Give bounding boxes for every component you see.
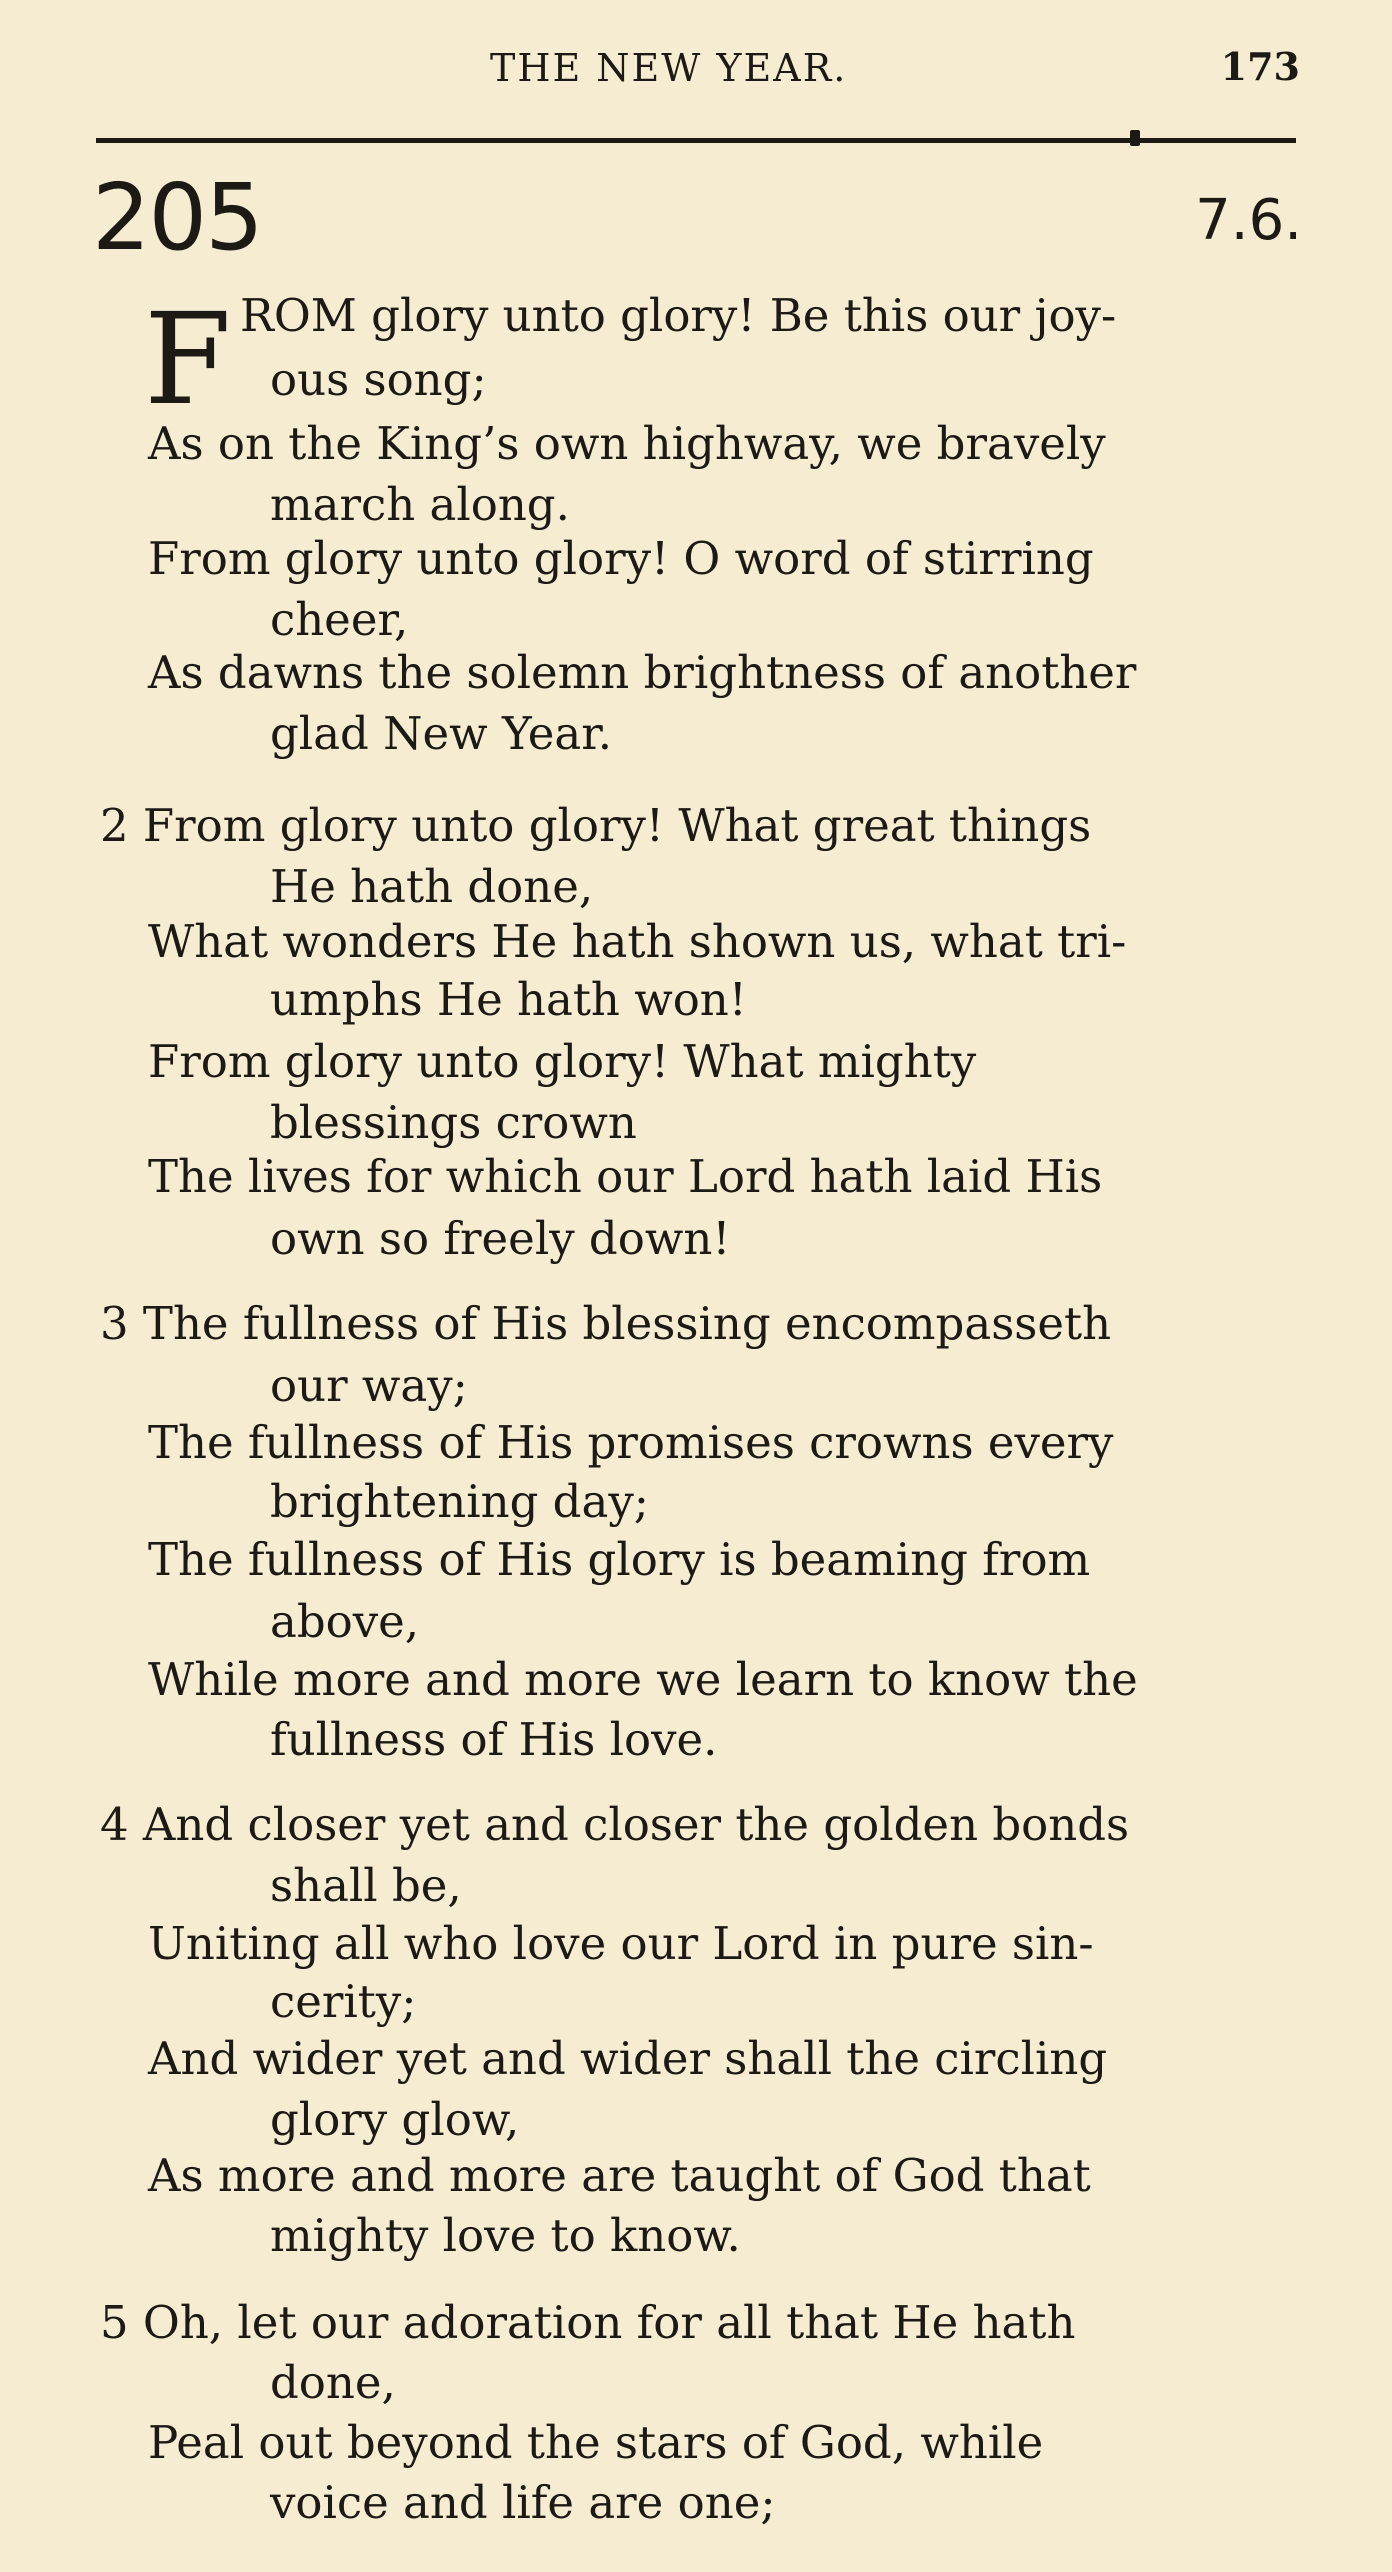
hymn-line: From glory unto glory! O word of stirring [148, 532, 1094, 585]
hymn-line: above, [270, 1595, 420, 1648]
hymn-line: And wider yet and wider shall the circling [148, 2032, 1108, 2085]
hymn-line: glory glow, [270, 2093, 520, 2146]
hymn-line: march along. [270, 478, 570, 531]
drop-cap: F [144, 286, 232, 433]
hymn-line: glad New Year. [270, 707, 613, 760]
hymn-line: The fullness of His promises crowns every [148, 1416, 1114, 1469]
hymn-line: Peal out beyond the stars of God, while [148, 2416, 1044, 2469]
hymn-line: 2 From glory unto glory! What great things [100, 799, 1092, 852]
hymn-line: As more and more are taught of God that [148, 2149, 1091, 2202]
running-head [0, 42, 1392, 102]
hymn-line: shall be, [270, 1859, 462, 1912]
hymn-line: cheer, [270, 593, 409, 646]
hymn-line: mighty love to know. [270, 2209, 741, 2262]
hymn-line: ous song; [270, 353, 487, 406]
header-rule-ornament [1130, 130, 1140, 146]
page-number: 173 [1220, 44, 1300, 89]
hymn-header [92, 164, 1302, 278]
hymn-line: 3 The fullness of His blessing encompasseth [100, 1297, 1112, 1350]
hymn-line: As dawns the solemn brightness of another [148, 646, 1137, 699]
hymn-line: own so freely down! [270, 1212, 731, 1265]
hymn-line: From glory unto glory! What mighty [148, 1035, 977, 1088]
hymn-line: What wonders He hath shown us, what tri- [148, 915, 1127, 968]
hymn-line: He hath done, [270, 860, 594, 913]
hymn-line: While more and more we learn to know the [148, 1653, 1138, 1706]
hymn-line: Uniting all who love our Lord in pure sin- [148, 1917, 1094, 1970]
hymn-line: umphs He hath won! [270, 973, 747, 1026]
hymn-line: our way; [270, 1359, 468, 1412]
hymn-line: fullness of His love. [270, 1713, 718, 1766]
hymn-number: 205 [92, 164, 262, 271]
hymn-line: brightening day; [270, 1475, 649, 1528]
hymn-line: ROM glory unto glory! Be this our joy- [240, 289, 1117, 342]
hymn-line: As on the King’s own highway, we bravely [148, 417, 1106, 470]
hymn-line: cerity; [270, 1975, 417, 2028]
hymn-line: blessings crown [270, 1096, 637, 1149]
running-title: THE NEW YEAR. [490, 46, 848, 90]
hymn-line: 5 Oh, let our adoration for all that He hath [100, 2296, 1076, 2349]
header-rule [96, 138, 1296, 143]
hymn-line: done, [270, 2356, 396, 2409]
hymn-meter: 7.6. [1195, 188, 1302, 253]
hymn-line: 4 And closer yet and closer the golden bonds [100, 1798, 1130, 1851]
hymn-line: The fullness of His glory is beaming from [148, 1533, 1091, 1586]
hymn-line: voice and life are one; [270, 2476, 776, 2529]
hymn-line: The lives for which our Lord hath laid His [148, 1150, 1103, 1203]
